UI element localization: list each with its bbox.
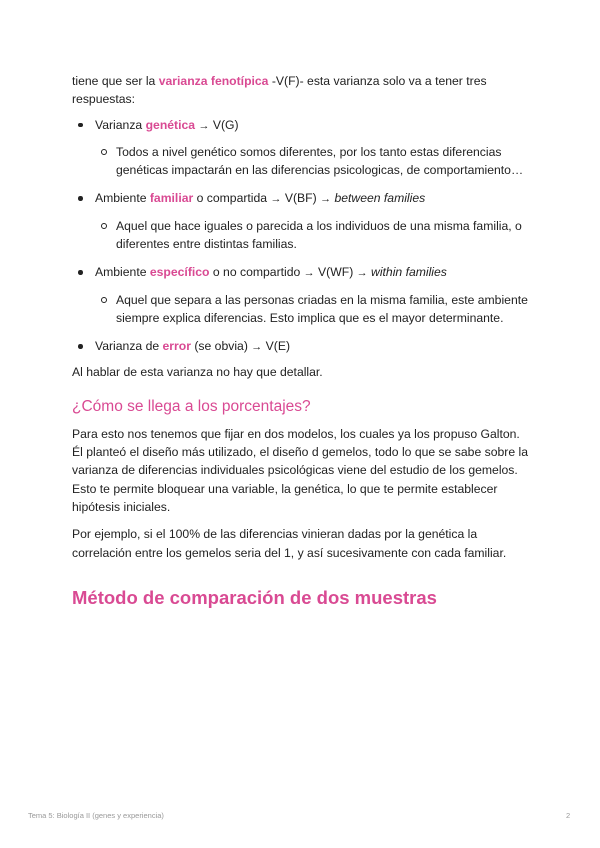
item-highlight: error [162, 339, 191, 354]
main-heading: Método de comparación de dos muestras [72, 586, 437, 608]
list-item-genetica [72, 116, 532, 180]
item-text: (se obvia) [190, 339, 252, 354]
arrow-icon: → [270, 193, 282, 206]
arrow-icon: → [251, 341, 263, 354]
list-item-error [72, 337, 532, 356]
intro-text-post: -V(F)- esta varianza solo va a tener tres respuestas: [72, 74, 487, 107]
paragraph-galton: Para esto nos tenemos que fijar en dos modelos, los cuales ya los propuso Galton. Él planteó el diseño más utilizado, el diseño d gemelos, todo lo que se sabe sobre la varianza de diferencias individuales psicológicas viene del estudio de los gemelos. Esto te permite bloquear una variable, la genética, lo que te permite establecer hipótesis iniciales. [72, 426, 528, 515]
arrow-icon: → [303, 267, 315, 280]
item-text: o compartida [193, 191, 271, 206]
item-text: Varianza [95, 117, 146, 132]
arrow-icon: → [320, 193, 332, 206]
intro-highlight: varianza fenotípica [158, 74, 269, 88]
after-list-text: Al hablar de esta varianza no hay que detallar. [72, 364, 323, 379]
sub-list-item: Todos a nivel genético somos diferentes, por los tanto estas diferencias genéticas impactarán en las diferencias psicologicas, de comportamiento… [95, 143, 532, 180]
item-text: V(WF) [314, 265, 357, 280]
intro-text-pre: tiene que ser la [72, 74, 159, 88]
sub-list [95, 217, 532, 254]
item-text: Ambiente [95, 265, 150, 280]
item-italic: between families [331, 191, 426, 206]
list-item-especifico [72, 263, 532, 327]
footer-title: Tema 5: Biología II (genes y experiencia) [28, 811, 164, 820]
item-highlight: específico [149, 265, 210, 280]
sub-list-item: Aquel que hace iguales o parecida a los individuos de una misma familia, o diferentes entre distintas familias. [95, 217, 532, 254]
item-highlight: genética [145, 117, 196, 132]
variance-list [72, 116, 532, 357]
item-text: Varianza de [95, 339, 163, 354]
paragraph-example: Por ejemplo, si el 100% de las diferencias vinieran dadas por la genética la correlación entre los gemelos seria del 1, y así sucesivamente con cada familiar. [72, 527, 507, 560]
sub-list [95, 143, 532, 180]
item-text: o no compartido [209, 265, 304, 280]
list-item-familiar [72, 189, 532, 253]
page-number: 2 [566, 811, 571, 820]
section-heading: ¿Cómo se llega a los porcentajes? [72, 397, 311, 415]
page-content [72, 72, 532, 610]
item-text: V(E) [262, 339, 291, 354]
item-highlight: familiar [149, 191, 194, 206]
item-text: V(BF) [281, 191, 321, 206]
sub-list [95, 291, 532, 328]
arrow-icon: → [356, 267, 368, 280]
item-italic: within families [367, 265, 447, 280]
sub-list-item: Aquel que separa a las personas criadas en la misma familia, este ambiente siempre explica diferencias. Esto implica que es el mayor determinante. [95, 291, 532, 328]
item-text: V(G) [209, 117, 239, 132]
item-text: Ambiente [95, 191, 150, 206]
arrow-icon: → [198, 119, 210, 132]
intro-paragraph [72, 72, 532, 109]
